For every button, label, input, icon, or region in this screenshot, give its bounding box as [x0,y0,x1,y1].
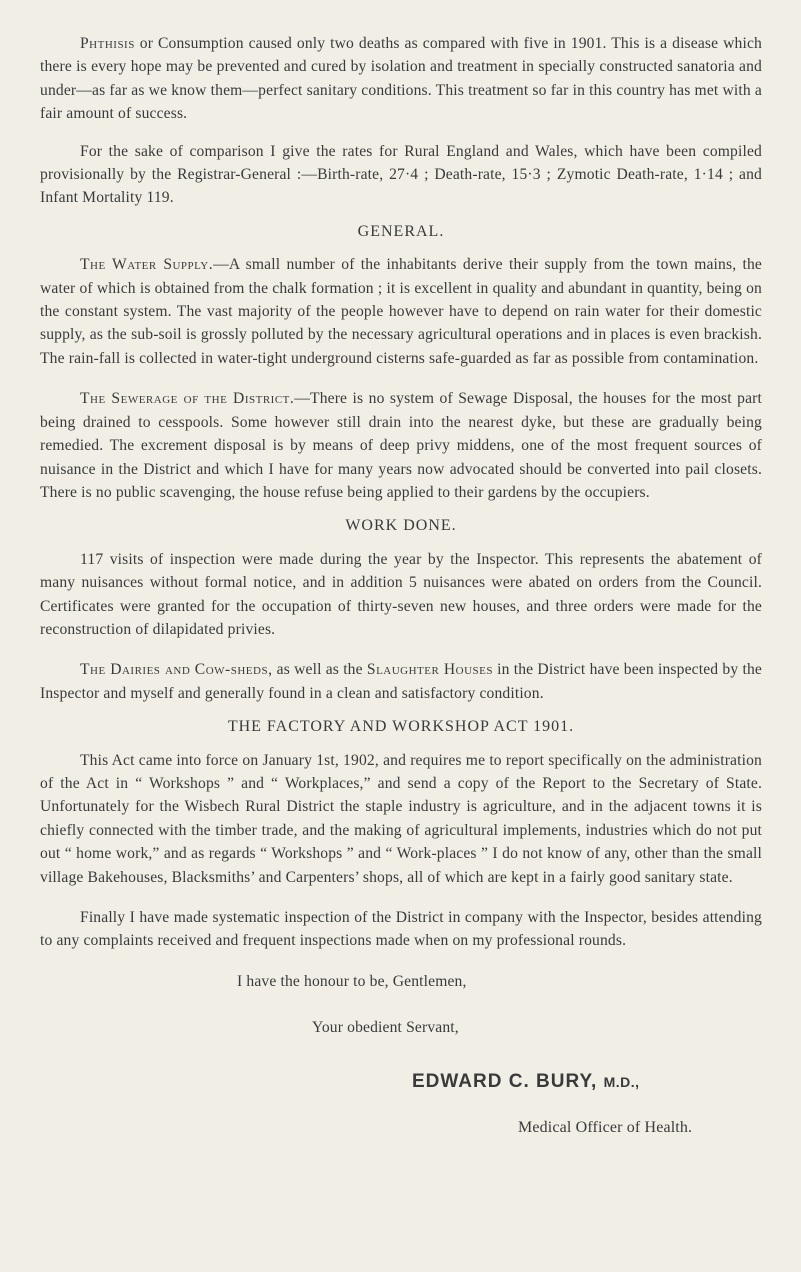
paragraph-lead: The Water Supply. [80,256,214,274]
paragraph-lead: The Dairies and Cow-sheds, [80,661,273,679]
paragraph-lead: Slaughter Houses [366,661,493,679]
paragraph-water-supply [40,253,762,370]
heading-work-done: WORK DONE. [345,517,457,535]
closing-line-honour: I have the honour to be, Gentlemen, [237,972,467,990]
paragraph-lead: Phthisis [80,35,135,52]
paragraph-text: —A small number of the inhabitants derive their supply from the town mains, the water of which is obtained from the chalk formation ; it is excellent in quality and abundant in quantity, being on the constant system. The vast majority of the people however have to depend on rain water for their domestic supply, as the sub-soil is grossly polluted by the necessary agricultural operations and in places is even brackish. The rain-fall is collected in water-tight underground cisterns safe-guarded as far as possible from contamination. [40,256,762,367]
paragraph-dairies [40,658,762,705]
document-page [40,32,762,1139]
signature-name: EDWARD C. BURY, [412,1070,598,1092]
signature-degree: M.D., [603,1073,640,1090]
paragraph-sewerage [40,387,762,504]
paragraph-text: in the District have been inspected by the Inspector and myself and generally found in a clean and satisfactory condition. [40,661,762,702]
paragraph-text: as well as the [272,661,367,679]
closing-line-servant: Your obedient Servant, [312,1019,459,1037]
signature [40,1070,762,1094]
heading-general: GENERAL. [357,222,445,240]
paragraph-rates: For the sake of comparison I give the rates for Rural England and Wales, which have been compiled provisionally by the Registrar-General :—Birth-rate, 27·4 ; Death-rate, 15·3 ; Zymotic Death-rate, 1·14 ; and Infant Mortality 119. [40,142,762,207]
paragraph-text: or Consumption caused only two deaths as compared with five in 1901. This is a disease which there is every hope may be prevented and cured by isolation and treatment in specially constructed sanatoria and under—as far as we know them—perfect sanitary conditions. This treatment so far in this country has met with a fair amount of success. [40,35,762,123]
paragraph-visits: 117 visits of inspection were made during the year by the Inspector. This represents the abatement of many nuisances without formal notice, and in addition 5 nuisances were abated on orders from the Council. Certificates were granted for the occupation of thirty-seven new houses, and three orders were made for the reconstruction of dilapidated privies. [40,550,762,638]
paragraph-phthisis [40,32,762,126]
paragraph-finally: Finally I have made systematic inspection of the District in company with the Inspector, besides attending to any complaints received and frequent inspections made when on my professional rounds. [40,909,762,950]
paragraph-factory: This Act came into force on January 1st, 1902, and requires me to report specifically on the administration of the Act in “ Workshops ” and “ Workplaces,” and send a copy of the Report to the Secretary of State. Unfortunately for the Wisbech Rural District the staple industry is agriculture, and in the adjacent towns it is chiefly connected with the timber trade, and the making of agricultural implements, industries which do not put out “ home work,” and as regards “ Workshops ” and “ Work-places ” I do not know of any, other than the small village Bakehouses, Blacksmiths’ and Carpenters’ shops, all of which are kept in a fairly good sanitary state. [40,751,762,886]
signature-title: Medical Officer of Health. [518,1119,693,1137]
heading-factory-act: THE FACTORY AND WORKSHOP ACT 1901. [227,718,575,736]
paragraph-lead: The Sewerage of the District. [80,390,295,408]
paragraph-text: —There is no system of Sewage Disposal, the houses for the most part being drained to cesspools. Some however still drain into the nearest dyke, but these are gradually being remedied. The excrement disposal is by means of deep privy middens, one of the most frequent sources of nuisance in the District and which I have for many years now advocated should be converted into pail closets. There is no public scavenging, the house refuse being applied to their gardens by the occupiers. [40,390,762,501]
